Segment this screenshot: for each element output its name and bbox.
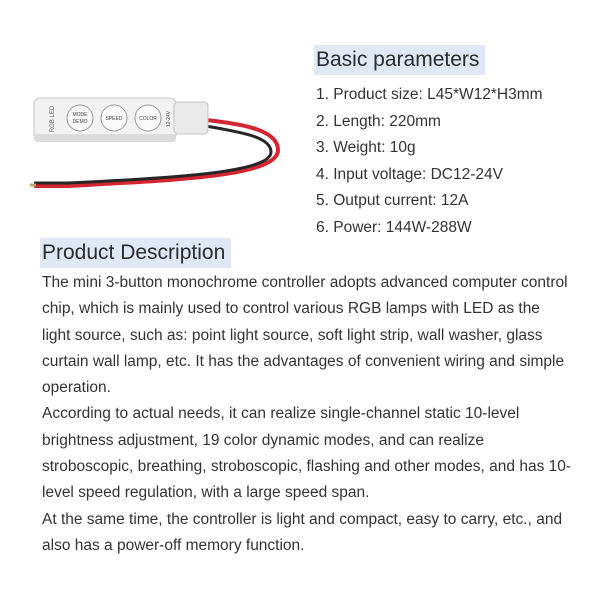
param-item: 4. Input voltage: DC12-24V	[316, 165, 503, 183]
basic-parameters-heading: Basic parameters	[314, 45, 485, 75]
description-paragraph: At the same time, the controller is light and compact, easy to carry, etc., and also has a power-off memory function.	[42, 510, 563, 554]
product-image	[28, 88, 300, 206]
param-item: 1. Product size: L45*W12*H3mm	[316, 86, 543, 103]
description-paragraph: According to actual needs, it can realize single-channel static 10-level brightness adjustment, 19 color dynamic modes, and can realize stroboscopic, breathing, stroboscopic, flashing and other modes, and has 10-level speed regulation, with a large speed span.	[42, 405, 572, 502]
demo-label: DEMO	[72, 119, 88, 125]
brand-label: RGB LED	[50, 105, 56, 133]
color-label: COLOR	[139, 116, 157, 122]
param-item: 3. Weight: 10g	[316, 139, 416, 156]
product-description-heading: Product Description	[40, 238, 231, 268]
param-item: 6. Power: 144W-288W	[316, 218, 472, 236]
mode-label: MODE	[72, 112, 88, 118]
mode-button	[67, 105, 93, 131]
connector	[174, 102, 208, 134]
param-item: 5. Output current: 12A	[316, 192, 469, 209]
param-item: 2. Length: 220mm	[316, 112, 441, 130]
voltage-label: 12-24V	[166, 110, 172, 128]
product-description-body	[42, 270, 572, 559]
basic-parameters-list	[316, 82, 543, 241]
description-paragraph: The mini 3-button monochrome controller adopts advanced computer control chip, which is mainly used to control various RGB lamps with LED as the light source, such as: point light source, soft light strip, wall washer, glass curtain wall lamp, etc. It has the advantages of convenient wiring and simple operation.	[42, 274, 568, 397]
speed-label: SPEED	[105, 116, 123, 122]
controller-side	[34, 134, 176, 142]
